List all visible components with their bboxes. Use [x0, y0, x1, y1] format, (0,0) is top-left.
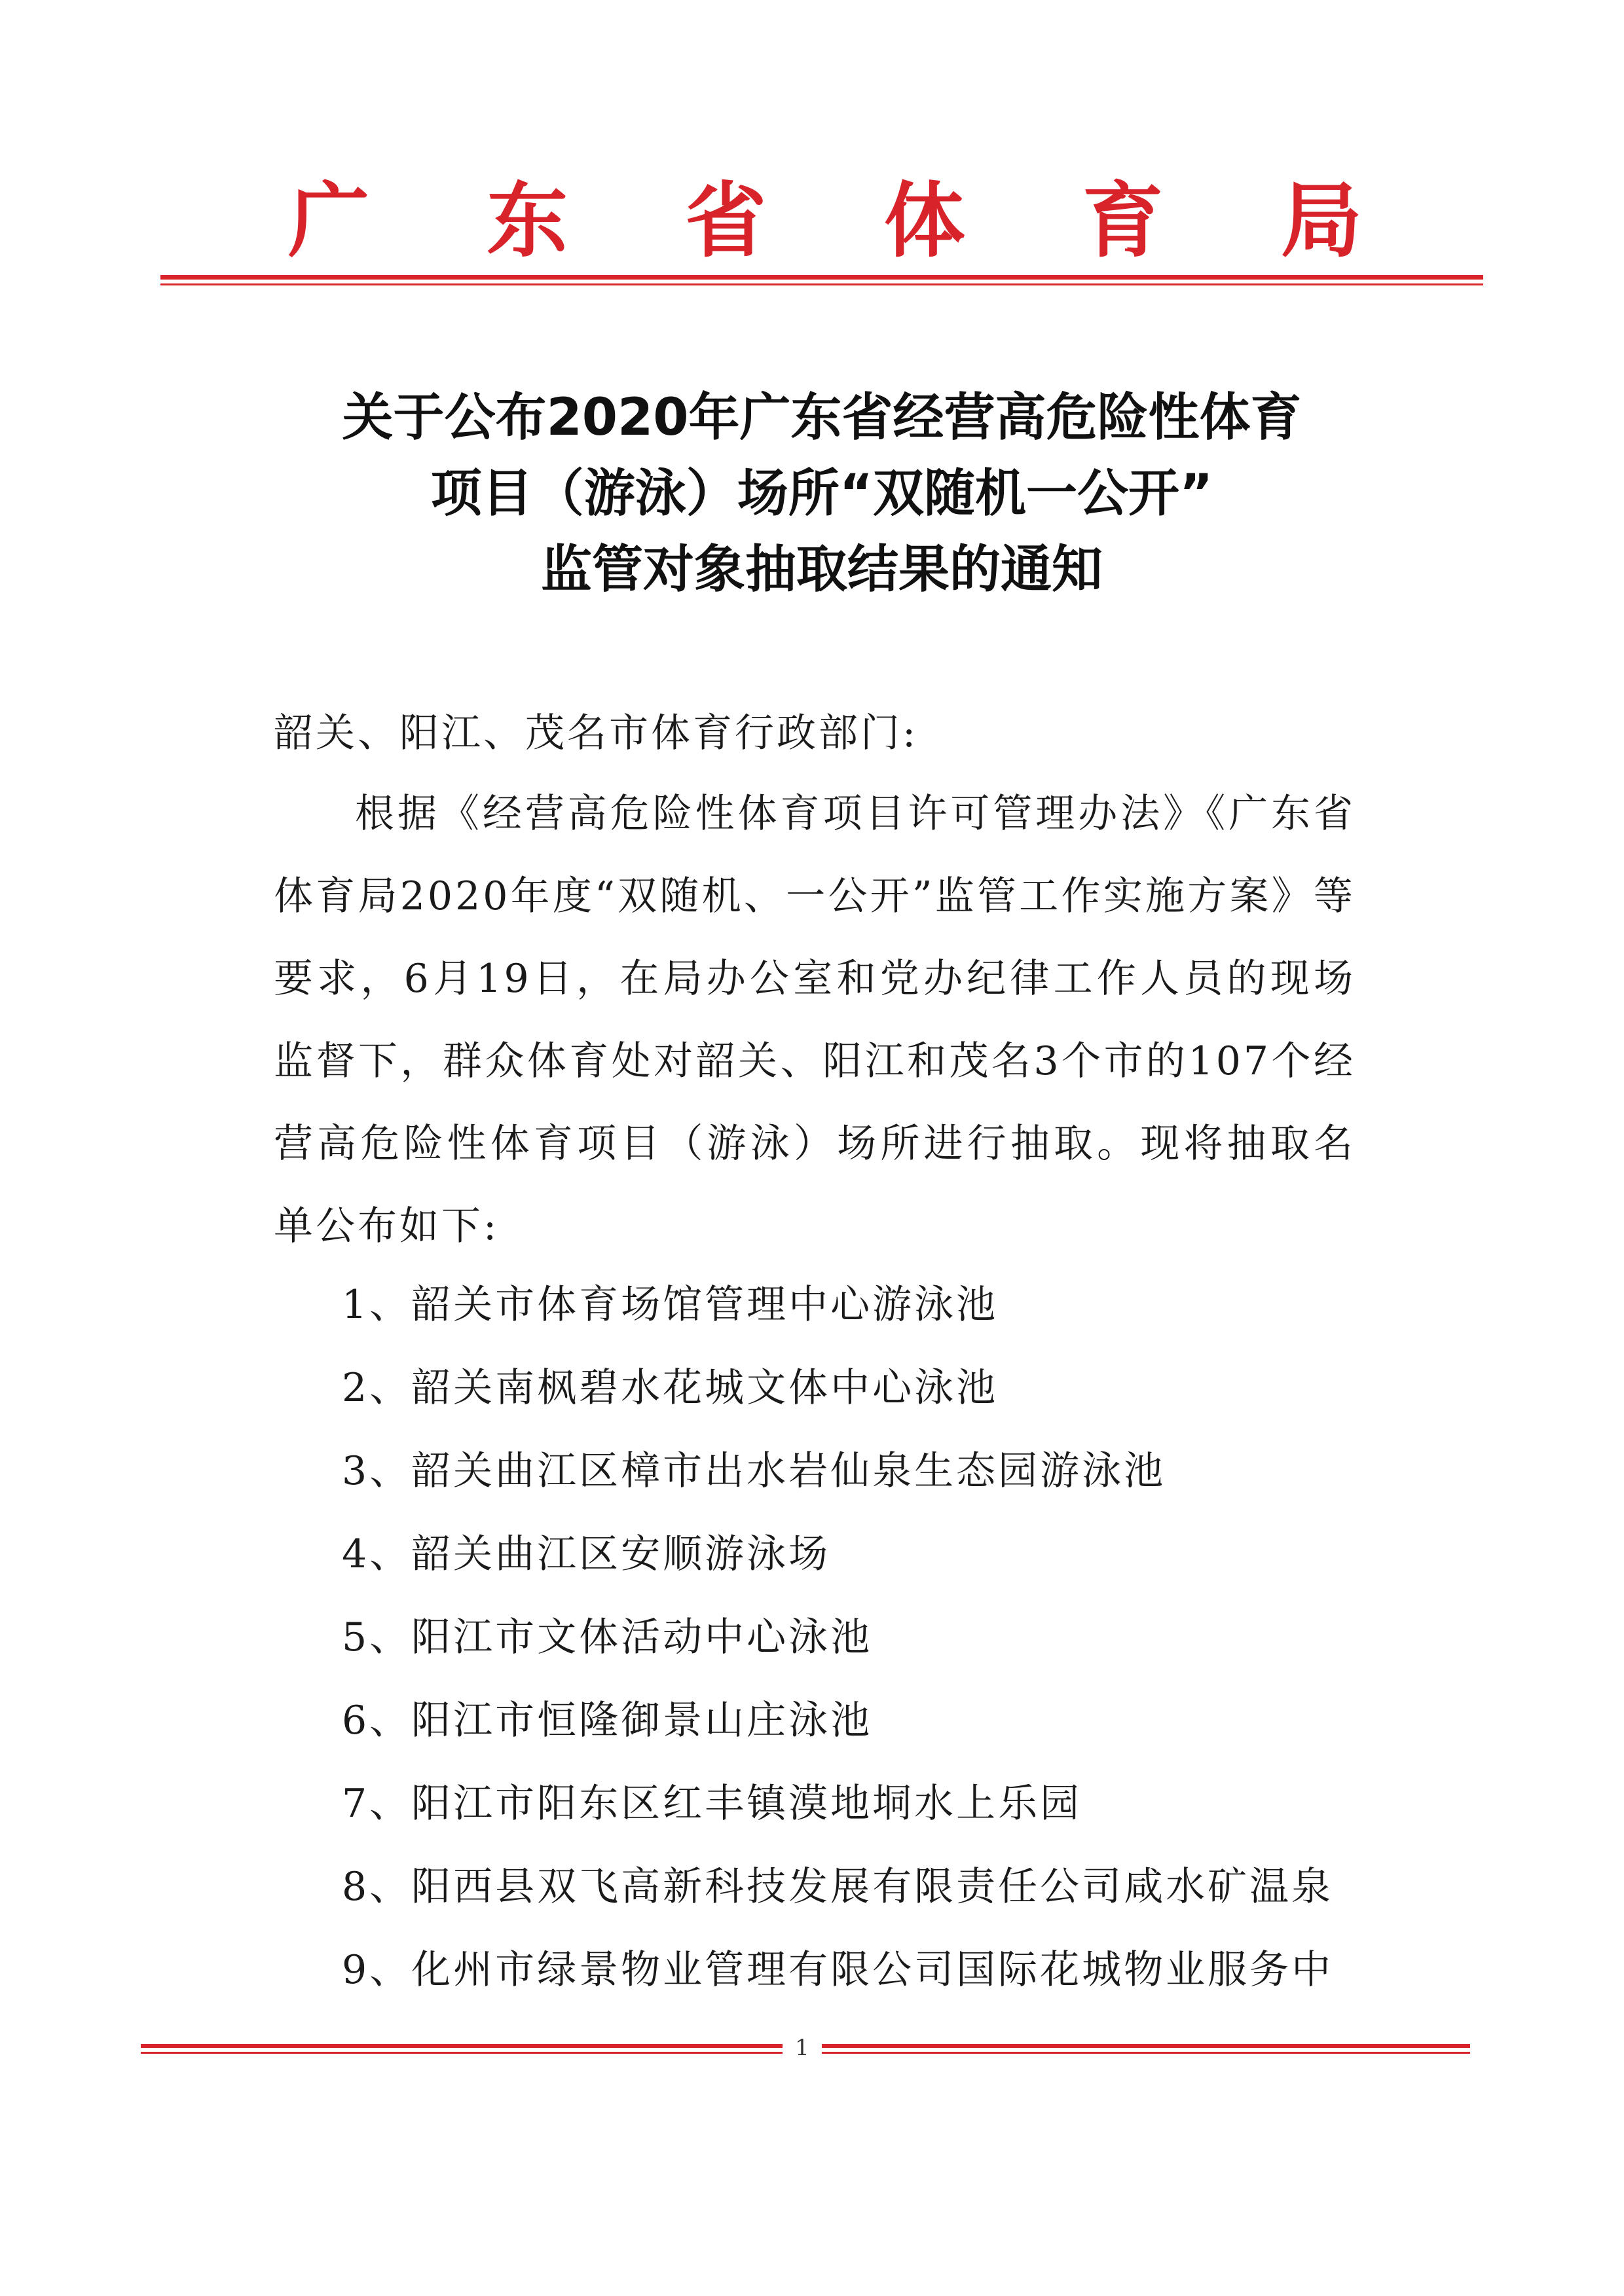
letterhead-char: 广 [288, 173, 370, 268]
letterhead-char: 局 [1280, 173, 1362, 268]
list-item: 1、韶关市体育场馆管理中心游泳池 [342, 1282, 999, 1328]
list-item: 7、阳江市阳东区红丰镇漠地垌水上乐园 [342, 1781, 1082, 1827]
title-line-3: 监管对象抽取结果的通知 [540, 540, 1103, 599]
facility-list [274, 1264, 1356, 2012]
page-number: 1 [783, 2035, 822, 2061]
list-item: 8、阳西县双飞高新科技发展有限责任公司咸水矿温泉 [342, 1864, 1334, 1910]
body-paragraph: 根据《经营高危险性体育项目许可管理办法》《广东省体育局2020年度“双随机、一公开”监管工作实施方案》等要求，6月19日，在局办公室和党办纪律工作人员的现场监督下，群众体育处对韶关、阳江和茂名3个市的107个经营高危险性体育项目（游泳）场所进行抽取。现将抽取名单公布如下: [274, 791, 1356, 1249]
list-item: 4、韶关曲江区安顺游泳场 [342, 1531, 831, 1577]
list-item: 5、阳江市文体活动中心泳池 [342, 1614, 873, 1660]
list-item: 3、韶关曲江区樟市出水岩仙泉生态园游泳池 [342, 1448, 1166, 1494]
title-line-1: 关于公布2020年广东省经营高危险性体育 [342, 388, 1302, 447]
title-line-2: 项目（游泳）场所“双随机一公开” [430, 464, 1213, 523]
salutation: 韶关、阳江、茂名市体育行政部门: [274, 710, 919, 756]
letterhead-char: 体 [883, 173, 965, 268]
letterhead-char: 东 [487, 173, 568, 268]
list-item: 9、化州市绿景物业管理有限公司国际花城物业服务中 [342, 1947, 1334, 1993]
letterhead-rule-thin [160, 283, 1483, 285]
document-title [160, 380, 1483, 608]
letterhead-char: 育 [1082, 173, 1164, 268]
letterhead [288, 169, 1362, 274]
list-item: 6、阳江市恒隆御景山庄泳池 [342, 1698, 873, 1743]
list-item: 2、韶关南枫碧水花城文体中心泳池 [342, 1365, 999, 1411]
letterhead-char: 省 [685, 173, 767, 268]
letterhead-rule-thick [160, 275, 1483, 280]
